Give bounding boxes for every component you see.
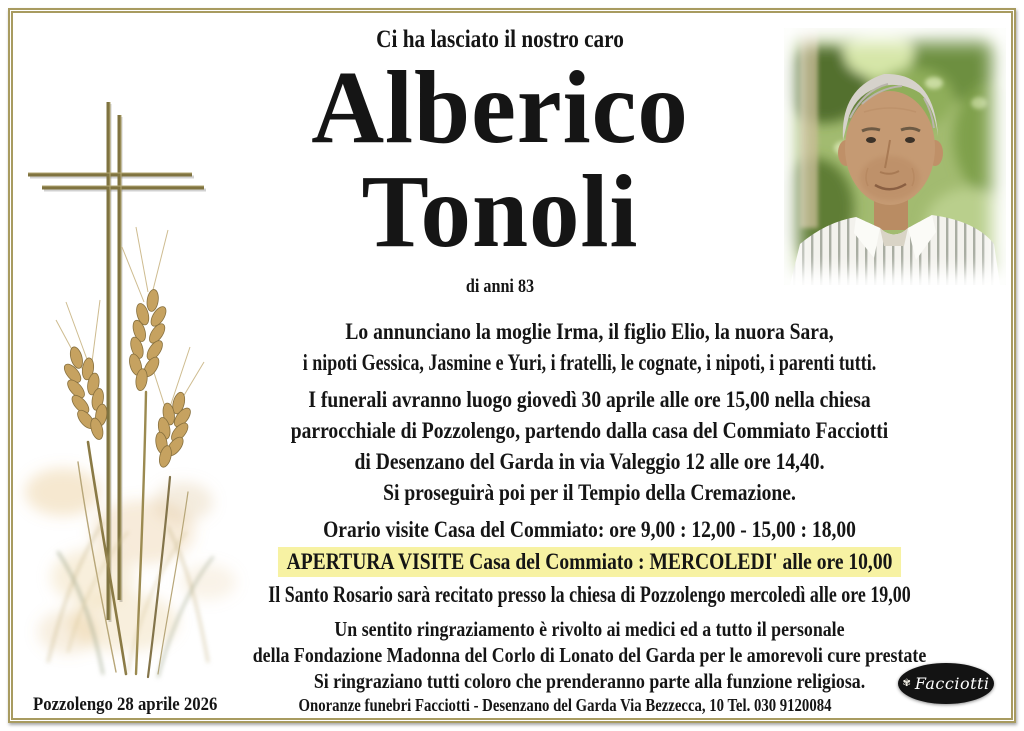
- intro-line: Ci ha lasciato il nostro caro: [376, 26, 624, 53]
- thanks-line-1: Un sentito ringraziamento è rivolto ai medici ed a tutto il personale: [334, 617, 845, 641]
- funeral-agency-line: Onoranze funebri Facciotti - Desenzano del Garda Via Bezzecca, 10 Tel. 030 9120084: [298, 695, 832, 715]
- funeral-line-1: I funerali avranno luogo giovedì 30 aprile alle ore 15,00 nella chiesa: [308, 387, 871, 412]
- announcement-line-2: i nipoti Gessica, Jasmine e Yuri, i fratelli, le cognate, i nipoti, i parenti tutti.: [302, 350, 877, 375]
- title-block: [0, 24, 1000, 298]
- funeral-line-2: parrocchiale di Pozzolengo, partendo dalla casa del Commiato Facciotti: [290, 418, 889, 443]
- opening-visits-line: [229, 545, 951, 579]
- visit-hours-line: Orario visite Casa del Commiato: ore 9,00 : 12,00 - 15,00 : 18,00: [323, 517, 856, 542]
- body-text: [165, 316, 1014, 694]
- funeral-line-4: Si proseguirà poi per il Tempio della Cremazione.: [383, 480, 796, 505]
- logo-text: Facciotti: [914, 674, 990, 693]
- facciotti-logo: [898, 663, 994, 704]
- announcement-line-1: Lo annunciano la moglie Irma, il figlio Elio, la nuora Sara,: [345, 319, 834, 344]
- thanks-line-3: Si ringraziano tutti coloro che prenderanno parte alla funzione religiosa.: [313, 669, 866, 693]
- deceased-last-name: Tonoli: [361, 154, 639, 269]
- place-date: Pozzolengo 28 aprile 2026: [33, 694, 218, 715]
- funeral-line-3: di Desenzano del Garda in via Valeggio 12 alle ore 14,40.: [354, 449, 825, 474]
- rosary-line: Il Santo Rosario sarà recitato presso la chiesa di Pozzolengo mercoledì alle ore 19,00: [268, 582, 911, 607]
- thanks-line-2: della Fondazione Madonna del Corlo di Lonato del Garda per le amorevoli cure prestate: [252, 643, 927, 667]
- highlighted-text: APERTURA VISITE Casa del Commiato : MERCOLEDI' alle ore 10,00: [278, 547, 901, 577]
- age-line: di anni 83: [465, 276, 535, 297]
- deceased-first-name: Alberico: [311, 50, 689, 165]
- rose-icon: ✾: [902, 677, 911, 689]
